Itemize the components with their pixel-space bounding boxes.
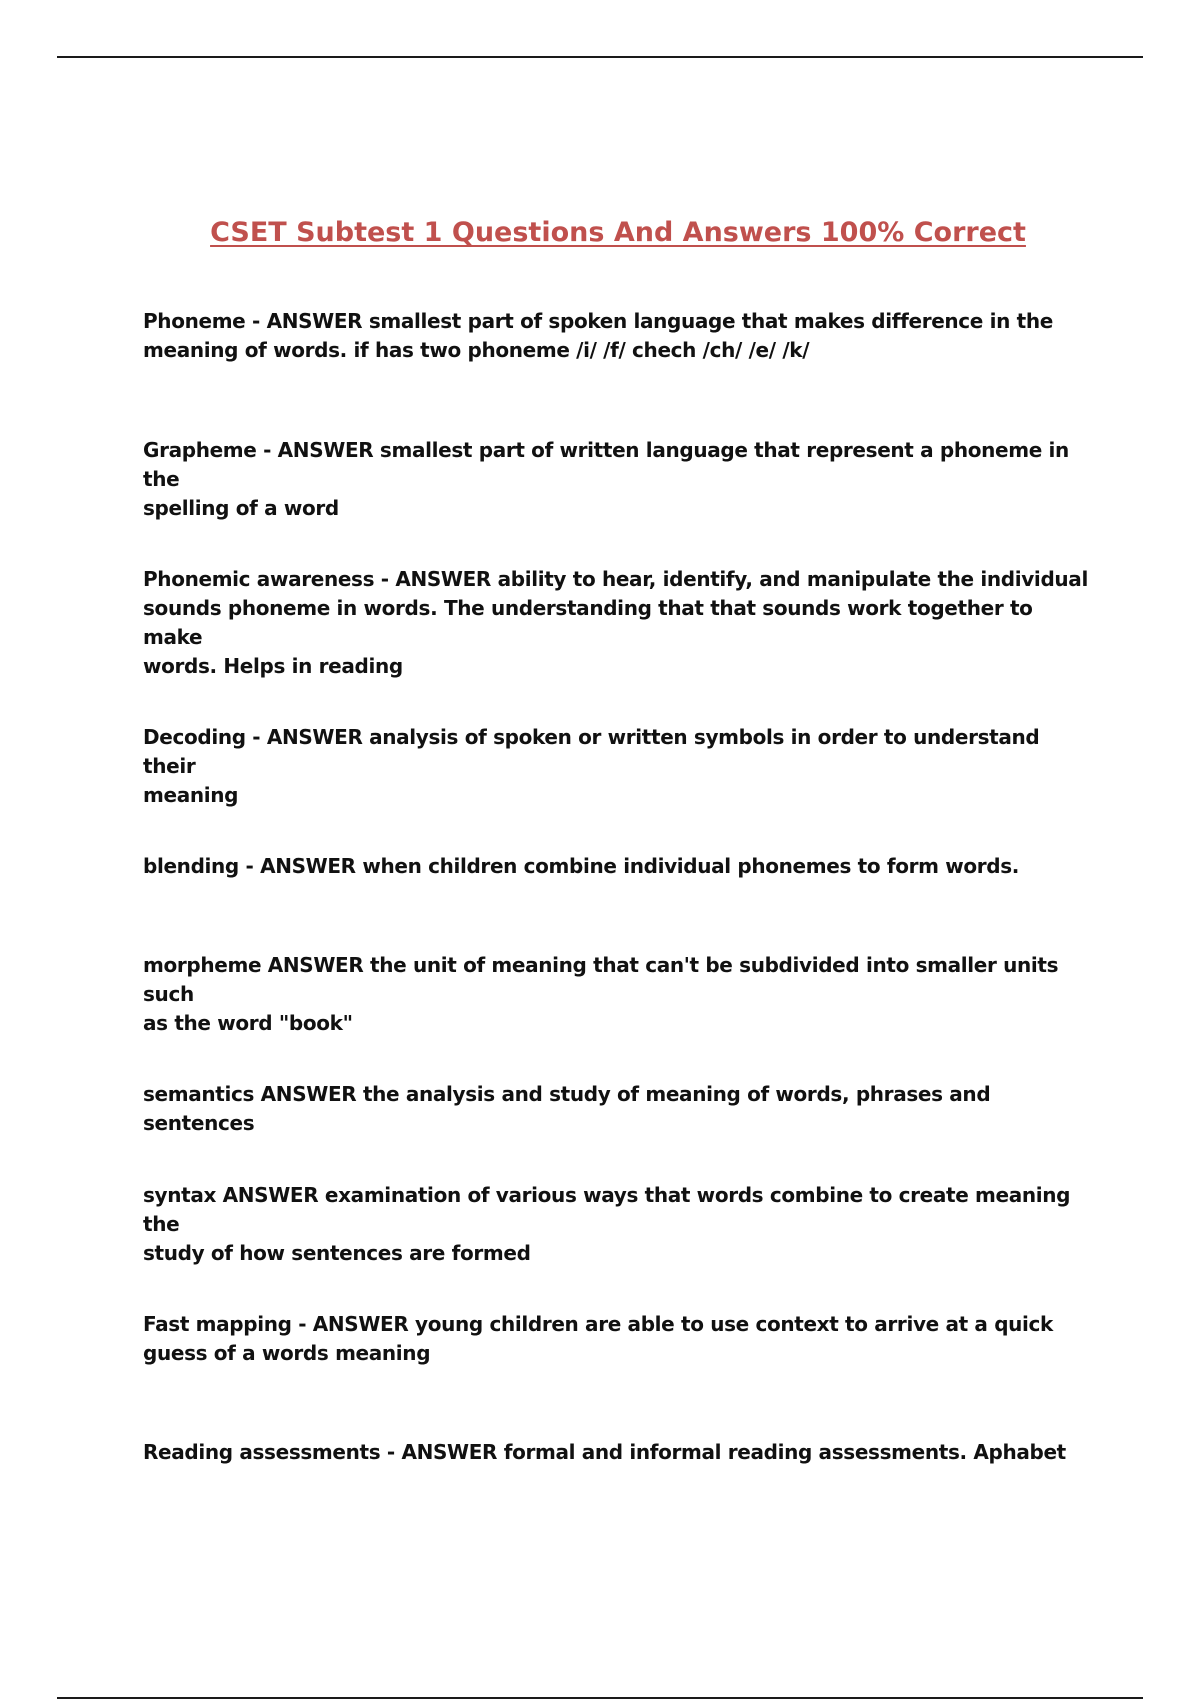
qa-item-reading-assessments: Reading assessments - ANSWER formal and informal reading assessments. Aphabet	[143, 1440, 1066, 1464]
bottom-rule	[57, 1697, 1143, 1699]
qa-item-phoneme: Phoneme - ANSWER smallest part of spoken language that makes difference in the meaning of words. if has two phoneme /i/ /f/ chech /ch/ /e/ /k/	[143, 309, 1053, 362]
qa-item-decoding: Decoding - ANSWER analysis of spoken or written symbols in order to understand their meaning	[143, 725, 1040, 807]
qa-item-semantics: semantics ANSWER the analysis and study of meaning of words, phrases and sentences	[143, 1082, 991, 1135]
document-title: CSET Subtest 1 Questions And Answers 100% Correct	[210, 217, 1026, 249]
qa-item-blending: blending - ANSWER when children combine individual phonemes to form words.	[143, 854, 1020, 878]
qa-item-phonemic-awareness: Phonemic awareness - ANSWER ability to hear, identify, and manipulate the individual sounds phoneme in words. The understanding that that sounds work together to make words. Helps in reading	[143, 567, 1088, 678]
qa-item-morpheme: morpheme ANSWER the unit of meaning that can't be subdivided into smaller units such as the word "book"	[143, 953, 1059, 1035]
qa-item-grapheme: Grapheme - ANSWER smallest part of written language that represent a phoneme in the spelling of a word	[143, 438, 1069, 520]
top-rule	[57, 56, 1143, 58]
qa-item-fast-mapping: Fast mapping - ANSWER young children are able to use context to arrive at a quick guess of a words meaning	[143, 1312, 1054, 1365]
qa-item-syntax: syntax ANSWER examination of various ways that words combine to create meaning the study of how sentences are formed	[143, 1183, 1071, 1265]
